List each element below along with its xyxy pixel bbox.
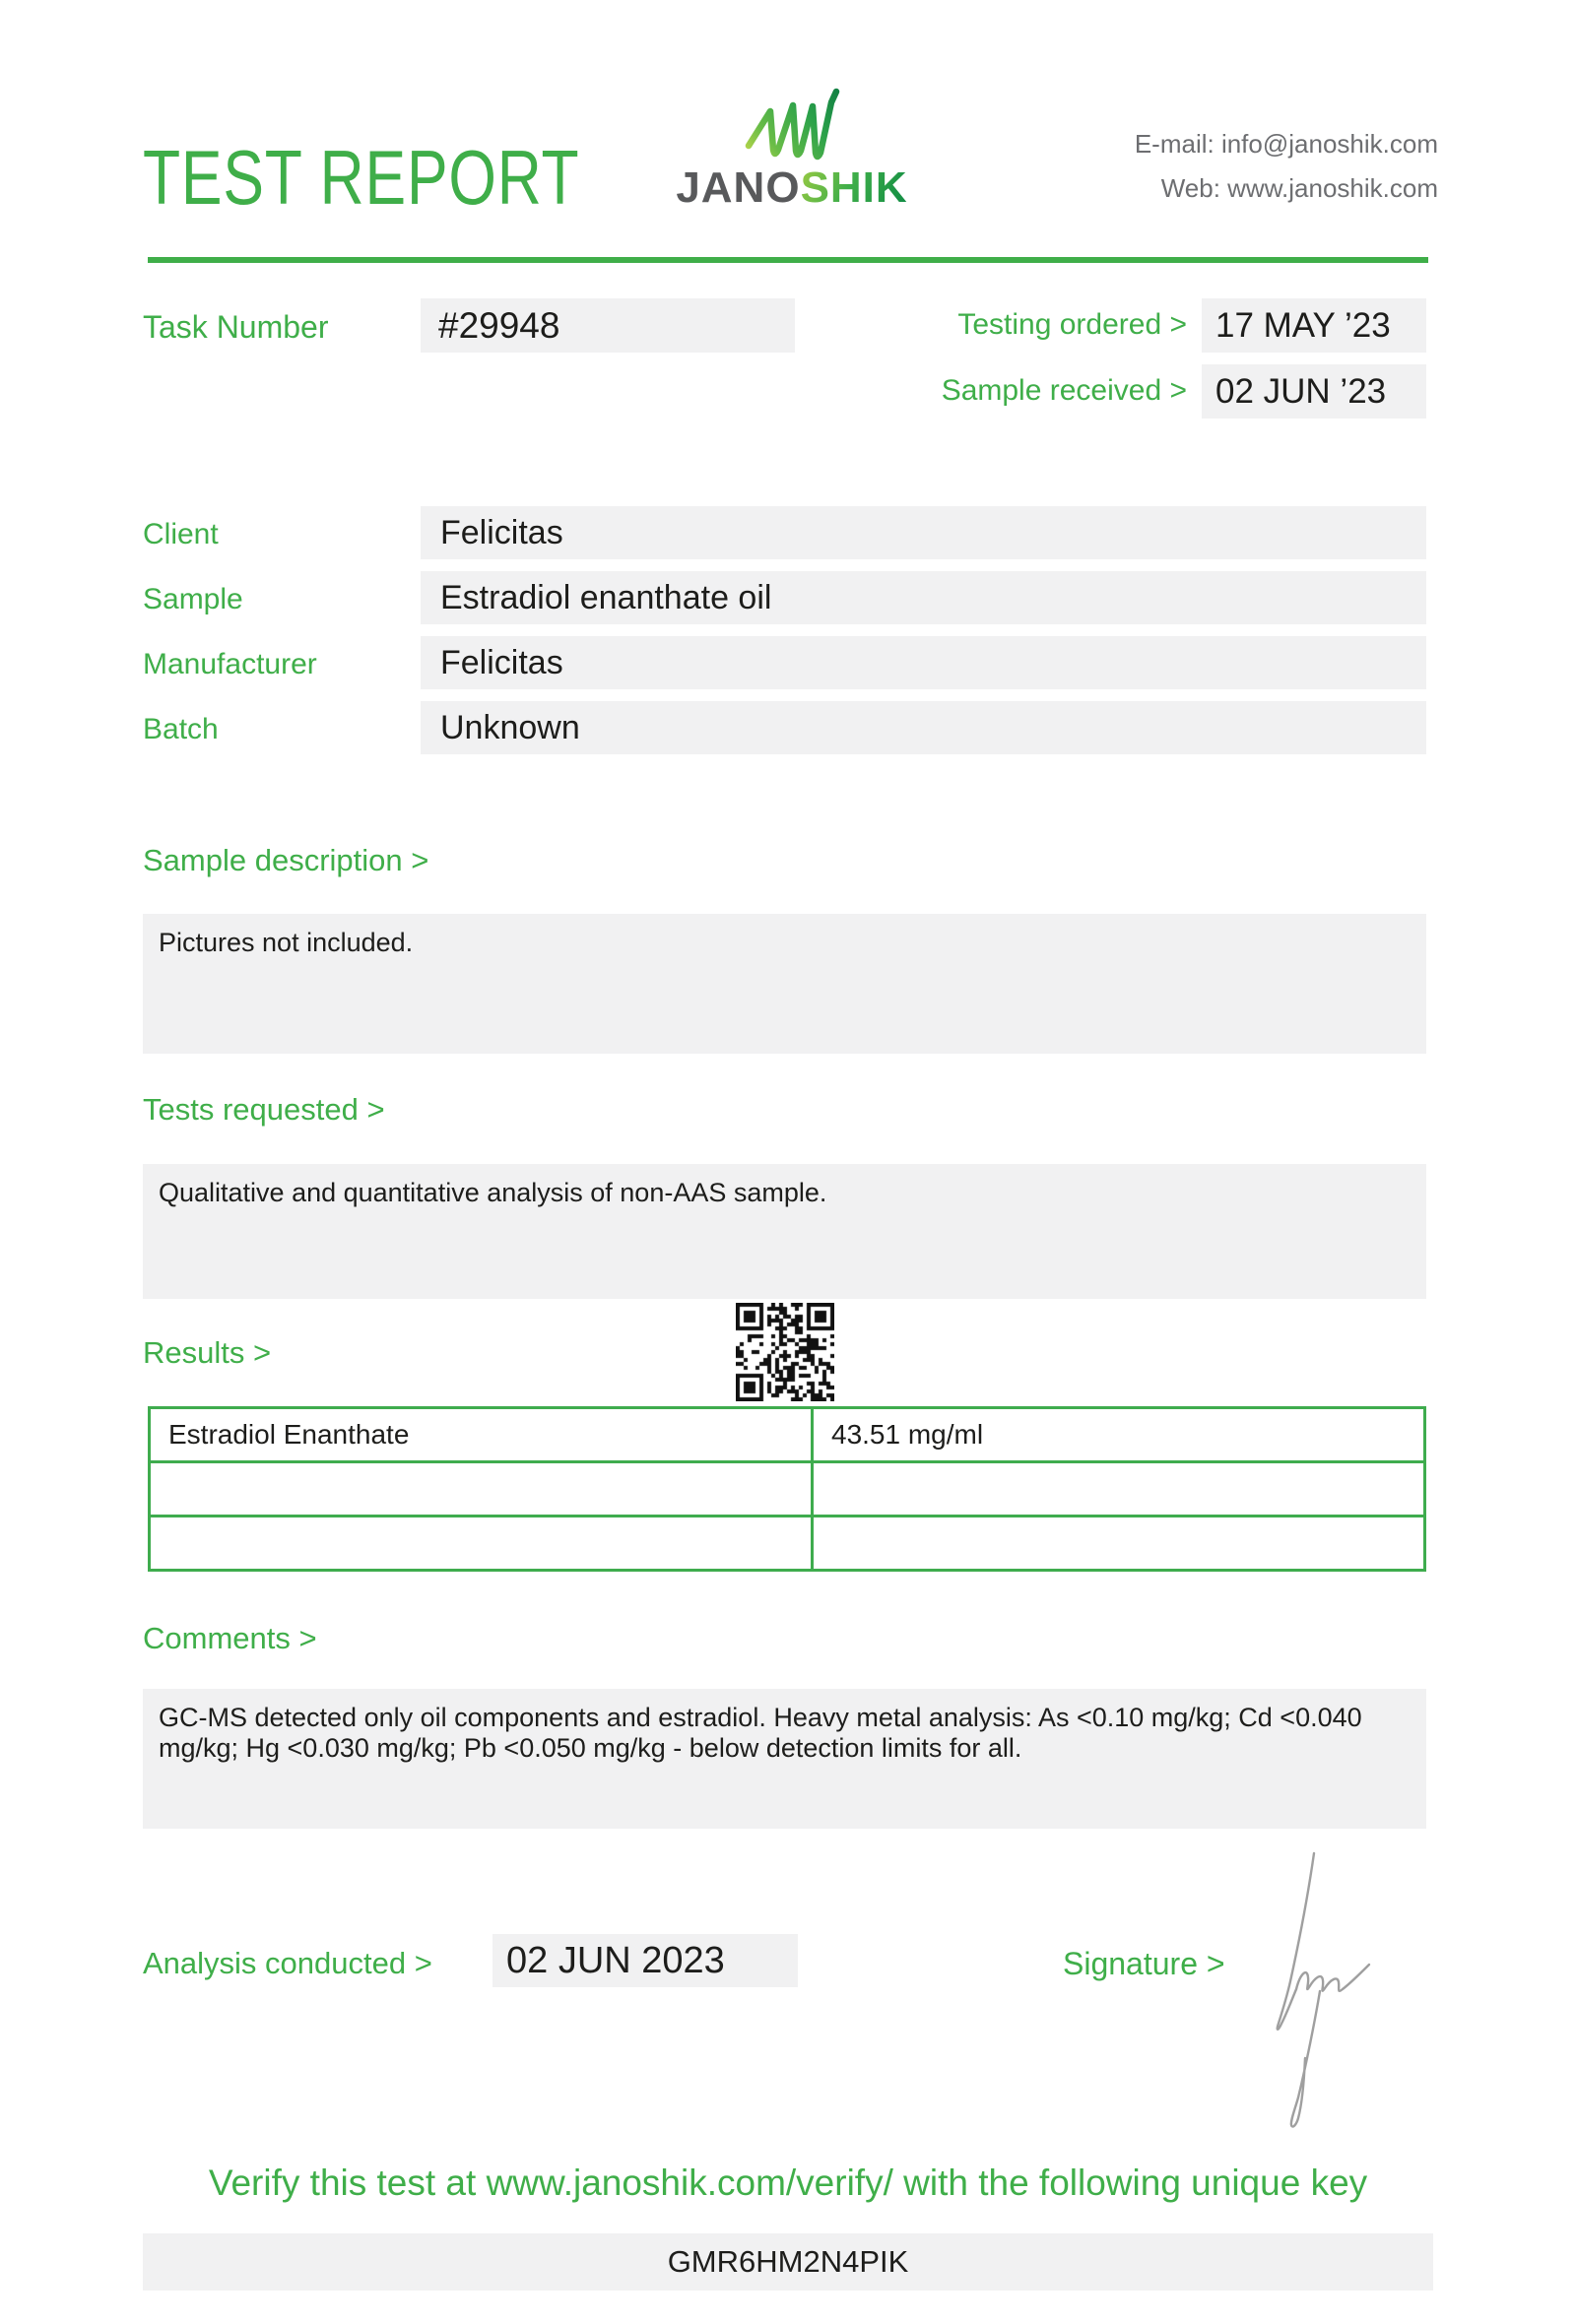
tests-requested-text: Qualitative and quantitative analysis of non-AAS sample. (159, 1178, 827, 1207)
header-divider (148, 257, 1428, 263)
tests-requested-box (143, 1164, 1426, 1299)
analysis-date: 02 JUN 2023 (492, 1934, 798, 1987)
sample-value: Estradiol enanthate oil (421, 571, 1426, 624)
result-value (813, 1517, 1425, 1571)
result-substance (150, 1462, 813, 1517)
client-value: Felicitas (421, 506, 1426, 559)
verify-instruction: Verify this test at www.janoshik.com/verify/ with the following unique key (208, 2163, 1368, 2203)
batch-value: Unknown (421, 701, 1426, 754)
table-row (150, 1517, 1425, 1571)
table-row (150, 1462, 1425, 1517)
table-row (150, 1408, 1425, 1462)
batch-label: Batch (143, 713, 219, 745)
client-label: Client (143, 518, 219, 550)
email-line: E-mail: info@janoshik.com (1134, 129, 1438, 159)
comments-text: GC-MS detected only oil components and estradiol. Heavy metal analysis: As <0.10 mg/kg; Cd <0.040 mg/kg; Hg <0.030 mg/kg; Pb <0.050 mg/kg - below detection limits for all. (159, 1703, 1362, 1763)
signature-label: Signature > (1063, 1946, 1225, 1981)
task-number-label: Task Number (143, 309, 329, 345)
sample-description-heading: Sample description > (143, 843, 429, 877)
sample-description-text: Pictures not included. (159, 928, 414, 957)
results-table (148, 1406, 1426, 1572)
tests-requested-heading: Tests requested > (143, 1092, 385, 1127)
qr-code (736, 1303, 834, 1401)
task-number-value: #29948 (421, 298, 795, 353)
manufacturer-label: Manufacturer (143, 648, 317, 680)
result-value: 43.51 mg/ml (813, 1408, 1425, 1462)
growth-chart-icon (739, 81, 841, 165)
result-substance: Estradiol Enanthate (150, 1408, 813, 1462)
results-heading: Results > (143, 1335, 272, 1370)
wordmark-jano: JANO (676, 163, 801, 212)
web-line: Web: www.janoshik.com (1160, 173, 1438, 203)
unique-key: GMR6HM2N4PIK (143, 2233, 1433, 2291)
comments-box (143, 1689, 1426, 1829)
sample-description-box (143, 914, 1426, 1054)
page-title: TEST REPORT (143, 134, 580, 221)
analysis-conducted-label: Analysis conducted > (143, 1946, 432, 1980)
sample-label: Sample (143, 583, 243, 615)
manufacturer-value: Felicitas (421, 636, 1426, 689)
sample-received-label: Sample received > (941, 374, 1187, 407)
contact-block (1135, 122, 1438, 211)
wordmark-shik: SHIK (800, 163, 908, 212)
signature-image (1261, 1843, 1389, 2139)
janoshik-wordmark (674, 163, 910, 213)
result-value (813, 1462, 1425, 1517)
testing-ordered-date: 17 MAY ’23 (1202, 298, 1426, 353)
testing-ordered-label: Testing ordered > (957, 308, 1187, 341)
result-substance (150, 1517, 813, 1571)
comments-heading: Comments > (143, 1621, 317, 1655)
sample-received-date: 02 JUN ’23 (1202, 364, 1426, 419)
